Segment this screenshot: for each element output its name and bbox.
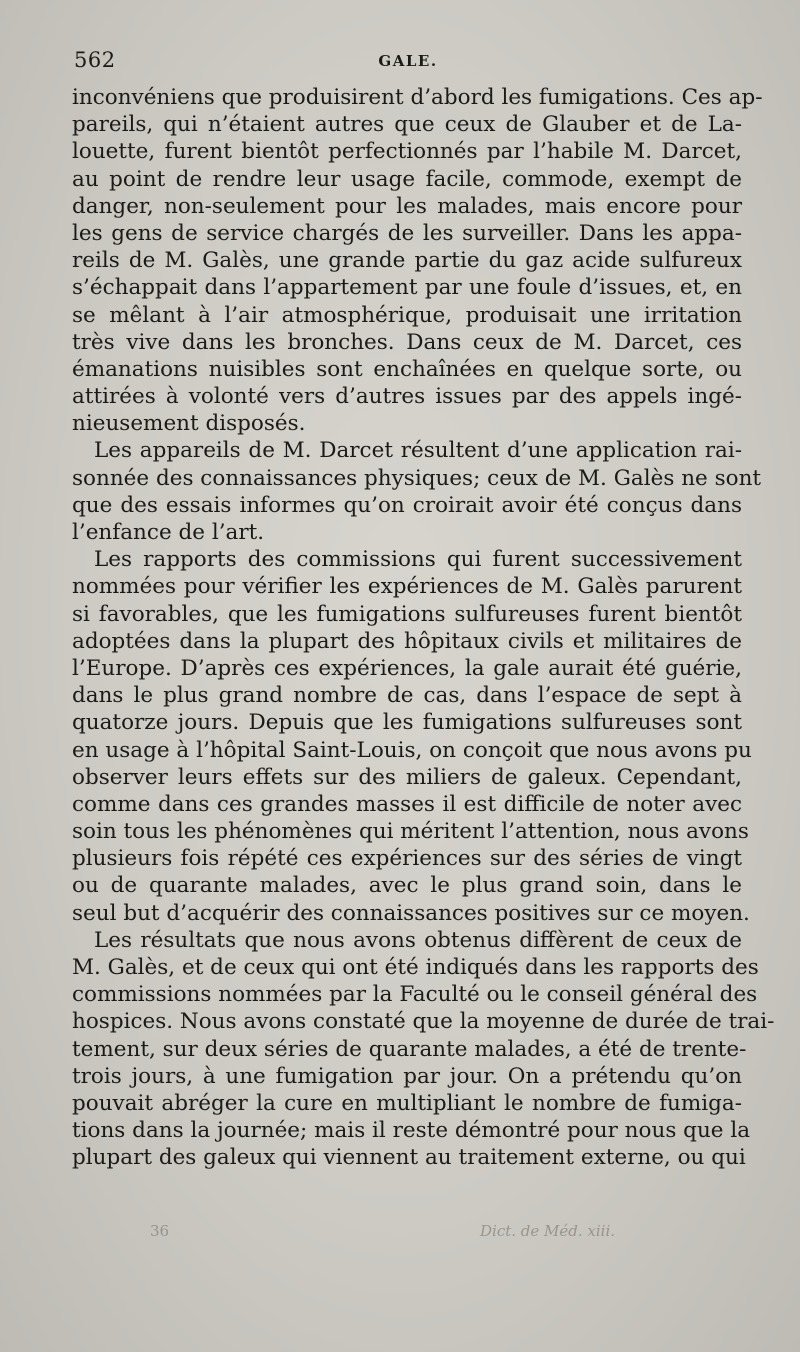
- text-line: nieusement disposés.: [72, 411, 306, 437]
- text-line: hospices. Nous avons constaté que la moyenne de durée de trai-: [72, 1009, 775, 1035]
- text-line: quatorze jours. Depuis que les fumigations sulfureuses sont: [72, 710, 742, 736]
- text-line: l’enfance de l’art.: [72, 520, 265, 545]
- text-line: les gens de service chargés de les surveiller. Dans les appa-: [72, 220, 742, 246]
- text-line: au point de rendre leur usage facile, commode, exempt de: [72, 166, 742, 192]
- sheet-number: 36: [150, 1222, 170, 1240]
- text-line: ou de quarante malades, avec le plus grand soin, dans le: [72, 873, 742, 899]
- running-head: GALE.: [378, 52, 438, 70]
- text-line: attirées à volonté vers d’autres issues par des appels ingé-: [72, 384, 742, 410]
- text-line: dans le plus grand nombre de cas, dans l’espace de sept à: [72, 683, 742, 709]
- page-header: [74, 48, 742, 72]
- signature-mark: Dict. de Méd. xiii.: [480, 1222, 616, 1240]
- text-line: plupart des galeux qui viennent au traitement externe, ou qui: [72, 1145, 746, 1171]
- page-number: 562: [74, 48, 116, 72]
- text-line: Les appareils de M. Darcet résultent d’une application rai-: [94, 438, 742, 464]
- text-line: en usage à l’hôpital Saint-Louis, on conçoit que nous avons pu: [72, 737, 752, 763]
- text-line: reils de M. Galès, une grande partie du gaz acide sulfureux: [72, 248, 742, 274]
- text-line: nommées pour vérifier les expériences de M. Galès parurent: [72, 574, 742, 600]
- text-line: comme dans ces grandes masses il est difficile de noter avec: [72, 791, 742, 817]
- text-line: émanations nuisibles sont enchaînées en quelque sorte, ou: [72, 356, 742, 382]
- text-line: tement, sur deux séries de quarante malades, a été de trente-: [72, 1036, 747, 1062]
- text-line: danger, non-seulement pour les malades, mais encore pour: [72, 193, 742, 219]
- text-line: l’Europe. D’après ces expériences, la gale aurait été guérie,: [72, 655, 742, 681]
- text-line: trois jours, à une fumigation par jour. On a prétendu qu’on: [72, 1063, 742, 1089]
- text-line: si favorables, que les fumigations sulfureuses furent bientôt: [72, 601, 742, 627]
- body-text: [72, 84, 775, 1172]
- text-line: s’échappait dans l’appartement par une foule d’issues, et, en: [72, 275, 742, 301]
- text-line: commissions nommées par la Faculté ou le conseil général des: [72, 982, 758, 1008]
- text-line: adoptées dans la plupart des hôpitaux civils et militaires de: [72, 628, 742, 654]
- text-line: se mêlant à l’air atmosphérique, produisait une irritation: [72, 302, 742, 328]
- text-line: pouvait abréger la cure en multipliant le nombre de fumiga-: [72, 1090, 742, 1116]
- text-line: soin tous les phénomènes qui méritent l’attention, nous avons: [72, 819, 749, 845]
- text-line: Les résultats que nous avons obtenus diffèrent de ceux de: [94, 927, 742, 953]
- text-line: très vive dans les bronches. Dans ceux de M. Darcet, ces: [72, 329, 742, 355]
- text-line: plusieurs fois répété ces expériences sur des séries de vingt: [72, 846, 742, 872]
- text-line: que des essais informes qu’on croirait avoir été conçus dans: [72, 492, 742, 518]
- text-line: seul but d’acquérir des connaissances positives sur ce moyen.: [72, 900, 750, 926]
- text-line: pareils, qui n’étaient autres que ceux de Glauber et de La-: [72, 112, 742, 138]
- text-line: Les rapports des commissions qui furent successivement: [94, 547, 742, 573]
- text-line: observer leurs effets sur des miliers de galeux. Cependant,: [72, 764, 742, 790]
- text-line: M. Galès, et de ceux qui ont été indiqués dans les rapports des: [72, 955, 759, 980]
- text-line: sonnée des connaissances physiques; ceux de M. Galès ne sont: [72, 465, 762, 491]
- text-line: louette, furent bientôt perfectionnés par l’habile M. Darcet,: [72, 139, 742, 165]
- text-line: inconvéniens que produisirent d’abord les fumigations. Ces ap-: [72, 85, 763, 110]
- text-line: tions dans la journée; mais il reste démontré pour nous que la: [72, 1118, 751, 1144]
